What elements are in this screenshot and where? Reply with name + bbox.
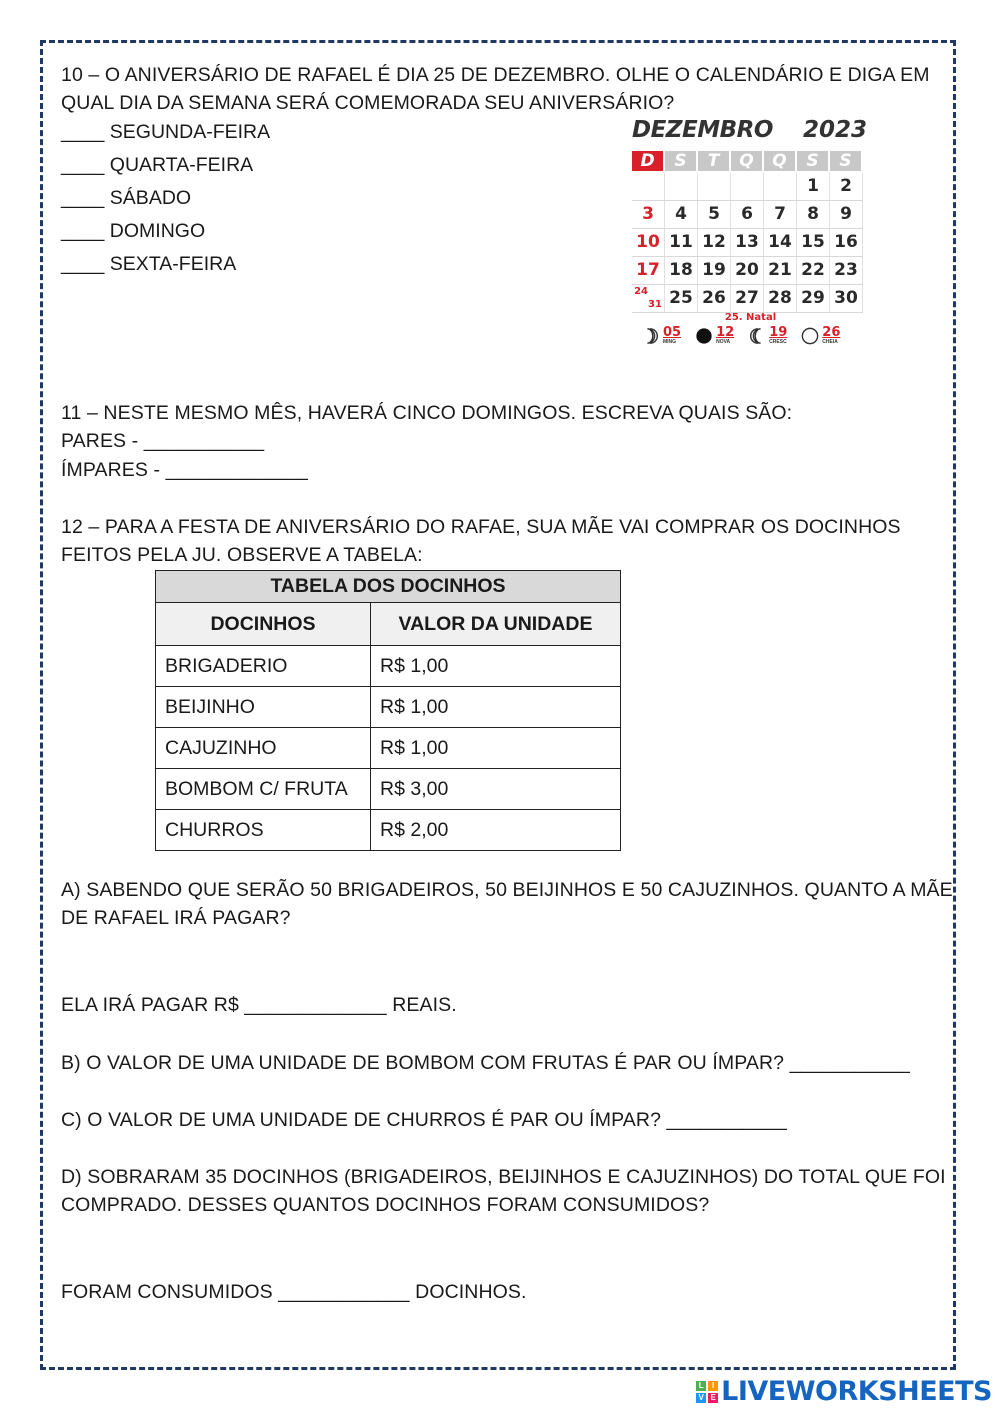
calendar-day: 23 — [830, 257, 863, 284]
calendar-year: 2023 — [802, 117, 867, 143]
calendar-day: 2 — [830, 173, 863, 200]
calendar-day: 27 — [731, 285, 764, 312]
moon-day: 19 — [769, 325, 788, 340]
q12d-answer-blank[interactable]: FORAM CONSUMIDOS ____________ DOCINHOS. — [61, 1281, 527, 1303]
liveworksheets-logo — [696, 1376, 992, 1407]
calendar-day: 30 — [830, 285, 863, 312]
calendar-day: 22 — [797, 257, 830, 284]
calendar-day: 1 — [797, 173, 830, 200]
q12d-text-line2: COMPRADO. DESSES QUANTOS DOCINHOS FORAM CONSUMIDOS? — [61, 1194, 710, 1216]
calendar-day: 18 — [665, 257, 698, 284]
calendar-day: 5 — [698, 201, 731, 228]
q10-option-5[interactable]: ____ SEXTA-FEIRA — [61, 253, 237, 275]
table-row — [156, 810, 621, 851]
weekday-thursday: Q — [764, 151, 795, 171]
moon-phase-waxing — [748, 327, 787, 345]
brand-letter: I — [708, 1381, 718, 1391]
table-cell-item: BEIJINHO — [156, 687, 371, 728]
weekday-monday: S — [665, 151, 696, 171]
moon-phase-label: CRESC — [769, 339, 787, 345]
calendar — [628, 115, 873, 360]
calendar-month: DEZEMBRO — [632, 117, 773, 143]
calendar-day: 29 — [797, 285, 830, 312]
calendar-day: 10 — [632, 229, 665, 256]
waning-moon-icon — [642, 327, 660, 345]
calendar-week — [632, 285, 863, 313]
table-cell-price: R$ 1,00 — [371, 728, 621, 769]
calendar-day: $^{24}$31 — [632, 285, 665, 312]
q11-impares-blank[interactable]: ÍMPARES - _____________ — [61, 459, 308, 481]
calendar-day: 13 — [731, 229, 764, 256]
calendar-day: 6 — [731, 201, 764, 228]
calendar-day: 7 — [764, 201, 797, 228]
brand-letter: L — [696, 1381, 706, 1391]
calendar-day — [764, 173, 797, 200]
calendar-day — [665, 173, 698, 200]
q10-text-line1: 10 – O ANIVERSÁRIO DE RAFAEL É DIA 25 DE DEZEMBRO. OLHE O CALENDÁRIO E DIGA EM — [61, 64, 930, 86]
table-row — [156, 687, 621, 728]
calendar-weekdays — [632, 151, 863, 171]
moon-phase-label: CHEIA — [822, 339, 838, 345]
table-cell-price: R$ 3,00 — [371, 769, 621, 810]
table-row — [156, 728, 621, 769]
table-cell-price: R$ 1,00 — [371, 687, 621, 728]
calendar-day: 12 — [698, 229, 731, 256]
moon-phase-waning — [642, 327, 681, 345]
table-cell-item: CAJUZINHO — [156, 728, 371, 769]
q12-text-line2: FEITOS PELA JU. OBSERVE A TABELA: — [61, 544, 423, 566]
calendar-day: 4 — [665, 201, 698, 228]
brand-text: LIVEWORKSHEETS — [721, 1376, 992, 1407]
q10-option-4[interactable]: ____ DOMINGO — [61, 220, 206, 242]
calendar-day — [698, 173, 731, 200]
calendar-day: 16 — [830, 229, 863, 256]
calendar-week — [632, 257, 863, 285]
moon-day: 12 — [716, 325, 735, 340]
weekday-friday: S — [797, 151, 828, 171]
moon-phase-full — [801, 327, 840, 345]
moon-day: 26 — [822, 325, 841, 340]
table-cell-price: R$ 2,00 — [371, 810, 621, 851]
q12b-question[interactable]: B) O VALOR DE UMA UNIDADE DE BOMBOM COM FRUTAS É PAR OU ÍMPAR? ___________ — [61, 1052, 911, 1074]
calendar-week — [632, 201, 863, 229]
brand-icon — [696, 1381, 718, 1403]
q10-option-1[interactable]: ____ SEGUNDA-FEIRA — [61, 121, 271, 143]
calendar-day: 11 — [665, 229, 698, 256]
q12-text-line1: 12 – PARA A FESTA DE ANIVERSÁRIO DO RAFAE, SUA MÃE VAI COMPRAR OS DOCINHOS — [61, 516, 901, 538]
table-row — [156, 646, 621, 687]
q11-pares-blank[interactable]: PARES - ___________ — [61, 430, 265, 452]
brand-letter: V — [696, 1393, 706, 1403]
full-moon-icon — [801, 327, 819, 345]
calendar-holiday-note: 25. Natal — [724, 312, 777, 323]
brand-letter: E — [708, 1393, 718, 1403]
moon-phases — [642, 327, 854, 345]
calendar-day: 28 — [764, 285, 797, 312]
calendar-day: 15 — [797, 229, 830, 256]
q12c-question[interactable]: C) O VALOR DE UMA UNIDADE DE CHURROS É PAR OU ÍMPAR? ___________ — [61, 1109, 787, 1131]
q12a-text-line1: A) SABENDO QUE SERÃO 50 BRIGADEIROS, 50 BEIJINHOS E 50 CAJUZINHOS. QUANTO A MÃE — [61, 879, 953, 901]
q10-option-2[interactable]: ____ QUARTA-FEIRA — [61, 154, 254, 176]
calendar-day — [632, 173, 665, 200]
table-title: TABELA DOS DOCINHOS — [156, 571, 621, 603]
weekday-sunday: D — [632, 151, 663, 171]
table-cell-price: R$ 1,00 — [371, 646, 621, 687]
waxing-moon-icon — [748, 327, 766, 345]
calendar-day: 26 — [698, 285, 731, 312]
calendar-day: 20 — [731, 257, 764, 284]
q12d-text-line1: D) SOBRARAM 35 DOCINHOS (BRIGADEIROS, BEIJINHOS E CAJUZINHOS) DO TOTAL QUE FOI — [61, 1166, 946, 1188]
table-cell-item: CHURROS — [156, 810, 371, 851]
table-header-sweets: DOCINHOS — [156, 603, 371, 646]
q12a-text-line2: DE RAFAEL IRÁ PAGAR? — [61, 907, 291, 929]
q10-option-3[interactable]: ____ SÁBADO — [61, 187, 192, 209]
calendar-day: 21 — [764, 257, 797, 284]
moon-phase-label: NOVA — [716, 339, 731, 345]
calendar-day: 14 — [764, 229, 797, 256]
calendar-day: 9 — [830, 201, 863, 228]
weekday-wednesday: Q — [731, 151, 762, 171]
q11-text: 11 – NESTE MESMO MÊS, HAVERÁ CINCO DOMINGOS. ESCREVA QUAIS SÃO: — [61, 402, 793, 424]
calendar-day: 17 — [632, 257, 665, 284]
table-row — [156, 769, 621, 810]
weekday-saturday: S — [830, 151, 861, 171]
new-moon-icon — [695, 327, 713, 345]
calendar-week — [632, 229, 863, 257]
calendar-day: 25 — [665, 285, 698, 312]
calendar-week — [632, 173, 863, 201]
table-cell-item: BOMBOM C/ FRUTA — [156, 769, 371, 810]
q12a-answer-blank[interactable]: ELA IRÁ PAGAR R$ _____________ REAIS. — [61, 994, 457, 1016]
calendar-day: 19 — [698, 257, 731, 284]
moon-phase-new — [695, 327, 734, 345]
table-header-price: VALOR DA UNIDADE — [371, 603, 621, 646]
weekday-tuesday: T — [698, 151, 729, 171]
table-cell-item: BRIGADERIO — [156, 646, 371, 687]
calendar-day: 8 — [797, 201, 830, 228]
moon-day: 05 — [663, 325, 682, 340]
calendar-day — [731, 173, 764, 200]
moon-phase-label: MING — [663, 339, 677, 345]
q10-text-line2: QUAL DIA DA SEMANA SERÁ COMEMORADA SEU ANIVERSÁRIO? — [61, 92, 675, 114]
sweets-price-table — [155, 570, 621, 851]
calendar-day: 3 — [632, 201, 665, 228]
calendar-grid — [632, 173, 863, 313]
